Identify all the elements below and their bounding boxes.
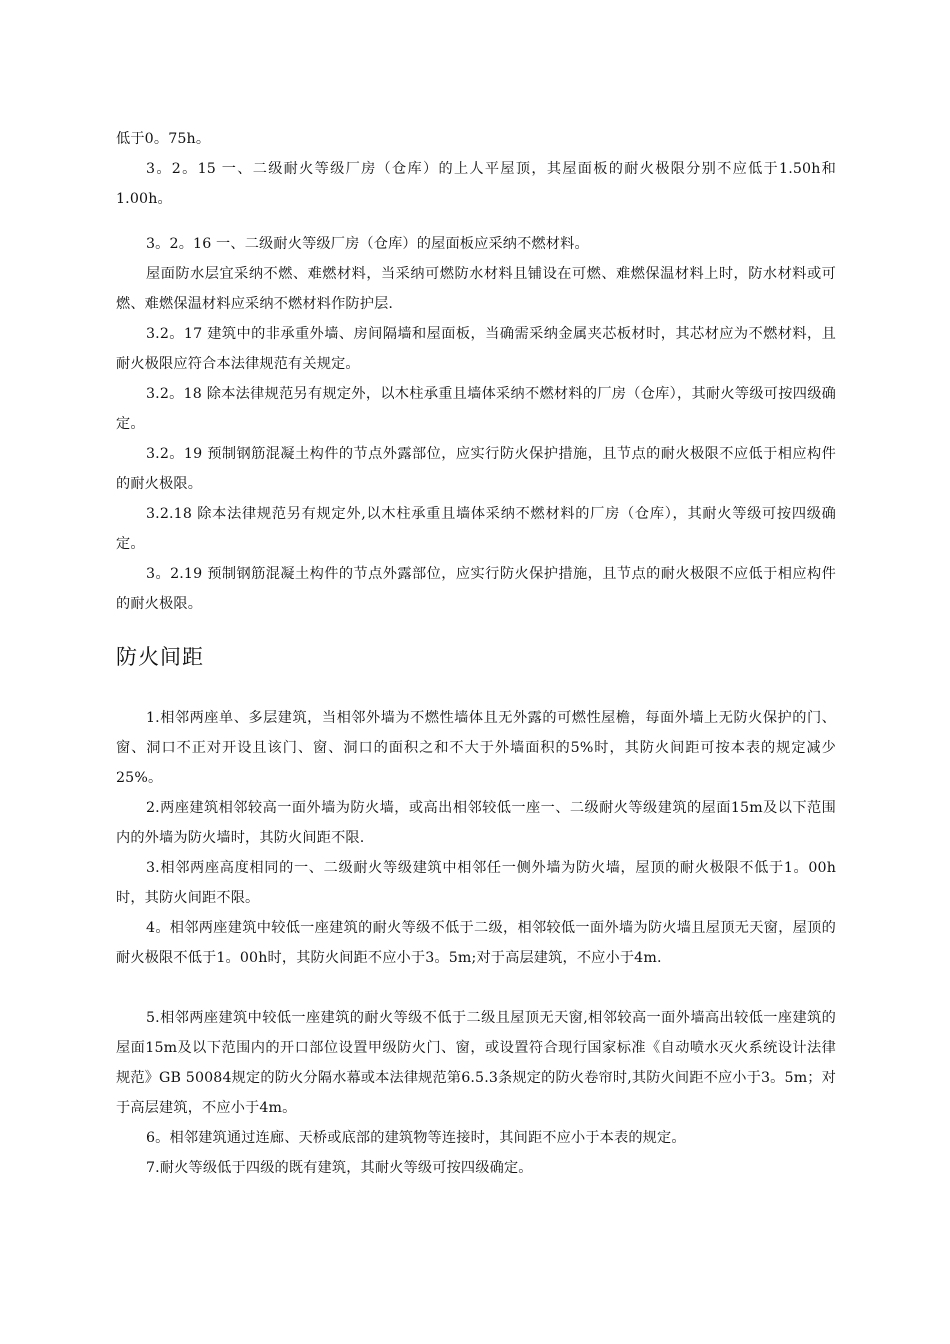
section-1-clause-3-2-19-repeat [116,559,836,619]
section-title: 防火间距 [116,645,204,669]
paragraph: 6。相邻建筑通过连廊、天桥或底部的建筑物等连接时，其间距不应小于本表的规定。 [146,1130,686,1146]
paragraph: 3。2.19 预制钢筋混凝土构件的节点外露部位，应实行防火保护措施，且节点的耐火极限不应低于相应构件的耐火极限。 [116,566,836,612]
section-2-item-7 [116,1153,836,1183]
paragraph: 5.相邻两座建筑中较低一座建筑的耐火等级不低于二级且屋顶无天窗,相邻较高一面外墙高出较低一座建筑的屋面15m及以下范围内的开口部位设置甲级防火门、窗，或设置符合现行国家标准《自动喷水灭火系统设计法律规范》GB 50084规定的防火分隔水幕或本法律规范第6.5.3条规定的防火卷帘时,其防火间距不应小于3。5m；对于高层建筑，不应小于4m。 [116,1010,836,1116]
paragraph: 2.两座建筑相邻较高一面外墙为防火墙，或高出相邻较低一座一、二级耐火等级建筑的屋面15m及以下范围内的外墙为防火墙时，其防火间距不限. [116,800,836,846]
section-2-item-3 [116,853,836,913]
section-2-item-6 [116,1123,836,1153]
section-1-clause-3-2-17 [116,319,836,379]
paragraph: 3。2。16 一、二级耐火等级厂房（仓库）的屋面板应采纳不燃材料。 [146,236,589,252]
paragraph: 3。2。15 一、二级耐火等级厂房（仓库）的上人平屋顶，其屋面板的耐火极限分别不应低于1.50h和1.00h。 [116,161,836,207]
section-1-clause-3-2-18 [116,379,836,439]
paragraph: 7.耐火等级低于四级的既有建筑，其耐火等级可按四级确定。 [146,1160,533,1176]
paragraph: 1.相邻两座单、多层建筑，当相邻外墙为不燃性墙体且无外露的可燃性屋檐，每面外墙上无防火保护的门、窗、洞口不正对开设且该门、窗、洞口的面积之和不大于外墙面积的5%时，其防火间距可按本表的规定减少25%。 [116,710,836,786]
paragraph: 低于0。75h。 [116,131,211,147]
paragraph: 3.2。17 建筑中的非承重外墙、房间隔墙和屋面板，当确需采纳金属夹芯板材时，其芯材应为不燃材料，且耐火极限应符合本法律规范有关规定。 [116,326,836,372]
paragraph: 4。相邻两座建筑中较低一座建筑的耐火等级不低于二级，相邻较低一面外墙为防火墙且屋顶无天窗，屋顶的耐火极限不低于1。00h时，其防火间距不应小于3。5m;对于高层建筑，不应小于4m. [116,920,836,966]
section-1-clause-3-2-19 [116,439,836,499]
section-1-clause-3-2-15 [116,154,836,214]
section-1-clause-3-2-18-repeat [116,499,836,559]
section-2-item-2 [116,793,836,853]
paragraph: 屋面防水层宜采纳不燃、难燃材料，当采纳可燃防水材料且铺设在可燃、难燃保温材料上时，防水材料或可燃、难燃保温材料应采纳不燃材料作防护层. [116,266,836,312]
section-2-item-4 [116,913,836,973]
paragraph: 3.2。18 除本法律规范另有规定外，以木柱承重且墙体采纳不燃材料的厂房（仓库），其耐火等级可按四级确定。 [116,386,836,432]
section-2-item-1 [116,703,836,793]
section-1-line-1 [116,124,836,154]
paragraph: 3.2。19 预制钢筋混凝土构件的节点外露部位，应实行防火保护措施，且节点的耐火极限不应低于相应构件的耐火极限。 [116,446,836,492]
section-1-waterproof [116,259,836,319]
paragraph: 3.相邻两座高度相同的一、二级耐火等级建筑中相邻任一侧外墙为防火墙，屋顶的耐火极限不低于1。00h时，其防火间距不限。 [116,860,836,906]
section-1-clause-3-2-16 [116,229,836,259]
section-2-item-5 [116,1003,836,1123]
paragraph: 3.2.18 除本法律规范另有规定外,以木柱承重且墙体采纳不燃材料的厂房（仓库），其耐火等级可按四级确定。 [116,506,836,552]
